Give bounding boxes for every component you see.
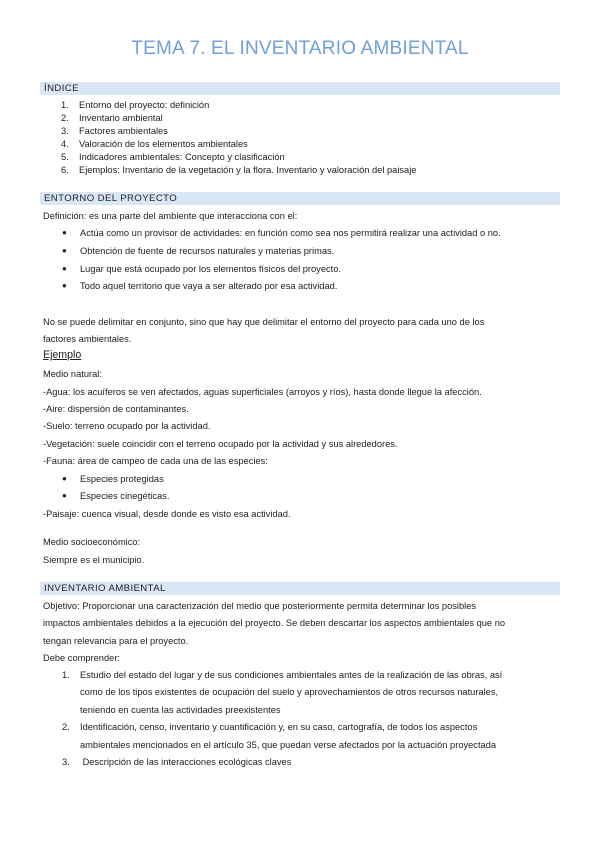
objective-line: impactos ambientales debidos a la ejecución del proyecto. Se deben descartar los aspectos ambientales que no <box>43 618 506 628</box>
fauna-item: Especies protegidas <box>80 474 164 484</box>
list-number: 2. <box>62 722 70 732</box>
page-title: TEMA 7. EL INVENTARIO AMBIENTAL <box>131 38 469 59</box>
list-item-line: Estudio del estado del lugar y de sus condiciones ambientales antes de la realización de las obras, así <box>80 670 503 680</box>
fauna-line: -Fauna: área de campeo de cada una de las especies: <box>43 456 268 466</box>
objective-line: Objetivo: Proporcionar una caracterización del medio que posteriormente permita determinar los posibles <box>43 601 477 611</box>
bullet-item: Obtención de fuente de recursos naturales y materias primas. <box>80 246 335 256</box>
list-item-line: Identificación, censo, inventario y cuantificación y, en su caso, cartografía, de todos los aspectos <box>80 722 478 732</box>
index-item: Ejemplos: Inventario de la vegetación y la flora. Inventario y valoración del paisaje <box>79 165 417 175</box>
bullet-icon: ● <box>62 246 67 255</box>
index-number: 6. <box>61 165 69 175</box>
vegetacion-line: -Vegetación: suele coincidir con el terreno ocupado por la actividad y sus alrededores. <box>43 439 398 449</box>
list-number: 1. <box>62 670 70 680</box>
definition-text: Definición: es una parte del ambiente que interacciona con el: <box>43 211 298 221</box>
index-number: 2. <box>61 113 69 123</box>
index-number: 4. <box>61 139 69 149</box>
medio-natural-label: Medio natural: <box>43 369 102 379</box>
index-number: 1. <box>61 100 69 110</box>
index-number: 5. <box>61 152 69 162</box>
bullet-item: Actúa como un provisor de actividades: en función como sea nos permitirá realizar una actividad o no. <box>80 228 501 238</box>
bullet-icon: ● <box>62 281 67 290</box>
list-number: 3. <box>62 757 70 767</box>
list-item-line: teniendo en cuenta las actividades preexistentes <box>80 705 281 715</box>
list-item-line: ambientales mencionados en el artículo 35, que puedan verse afectados por la actuación proyectada <box>80 740 497 750</box>
objective-line: tengan relevancia para el proyecto. <box>43 636 189 646</box>
bullet-item: Todo aquel territorio que vaya a ser alterado por esa actividad. <box>80 281 338 291</box>
index-item: Entorno del proyecto: definición <box>79 100 210 110</box>
index-number: 3. <box>61 126 69 136</box>
fauna-item: Especies cinegéticas. <box>80 491 170 501</box>
paragraph-line: factores ambientales. <box>43 334 132 344</box>
municipio-line: Siempre es el municipio. <box>43 555 145 565</box>
agua-line: -Agua: los acuíferos se ven afectados, aguas superficiales (arroyos y ríos), hasta donde llegue la afección. <box>43 387 482 397</box>
medio-socio-label: Medio socioeconómico: <box>43 537 141 547</box>
index-item: Indicadores ambientales: Concepto y clasificación <box>79 152 285 162</box>
section-heading-entorno: ENTORNO DEL PROYECTO <box>40 192 560 205</box>
suelo-line: -Suelo: terreno ocupado por la actividad. <box>43 421 211 431</box>
bullet-icon: ● <box>62 491 67 500</box>
index-item: Inventario ambiental <box>79 113 163 123</box>
example-heading: Ejemplo <box>43 349 82 361</box>
list-item-line: como de los tipos existentes de ocupación del suelo y aprovechamientos de otros recursos naturales, <box>80 687 499 697</box>
section-heading-inventario: INVENTARIO AMBIENTAL <box>40 582 560 595</box>
bullet-icon: ● <box>62 264 67 273</box>
section-heading-indice: ÍNDICE <box>40 82 560 95</box>
aire-line: -Aire: dispersión de contaminantes. <box>43 404 189 414</box>
index-item: Valoración de los elementos ambientales <box>79 139 248 149</box>
debe-comprender-label: Debe comprender: <box>43 653 120 663</box>
paragraph-line: No se puede delimitar en conjunto, sino que hay que delimitar el entorno del proyecto para cada uno de los <box>43 317 485 327</box>
paisaje-line: -Paisaje: cuenca visual, desde donde es visto esa actividad. <box>43 509 291 519</box>
list-item-line: Descripción de las interacciones ecológicas claves <box>80 757 292 767</box>
index-item: Factores ambientales <box>79 126 168 136</box>
bullet-item: Lugar que está ocupado por los elementos físicos del proyecto. <box>80 264 341 274</box>
bullet-icon: ● <box>62 474 67 483</box>
bullet-icon: ● <box>62 228 67 237</box>
